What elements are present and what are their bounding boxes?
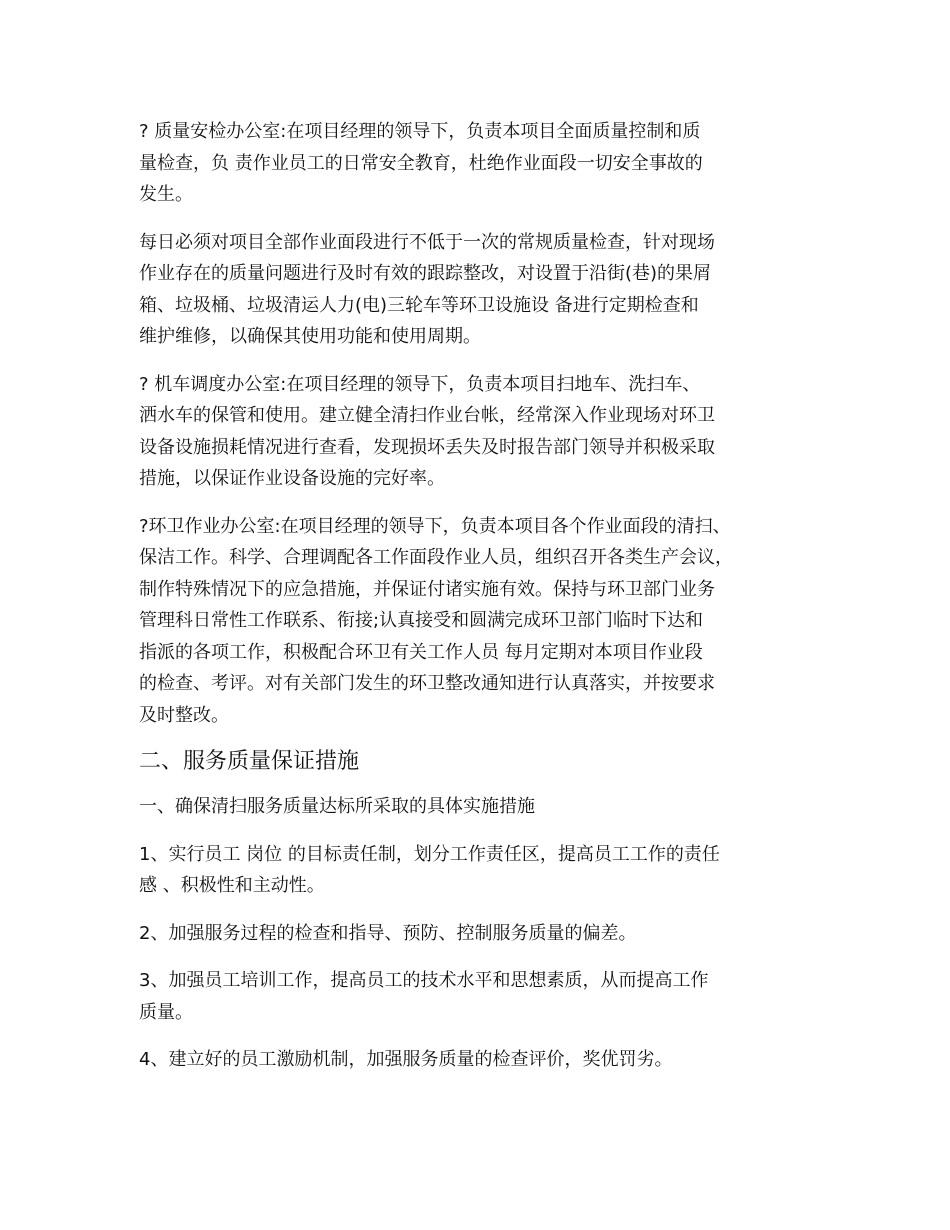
text-line: ?环卫作业办公室:在项目经理的领导下，负责本项目各个作业面段的清扫、 [139, 515, 731, 537]
text-line: 维护维修，以确保其使用功能和使用周期。 [139, 326, 481, 347]
text-line: ? 机车调度办公室:在项目经理的领导下，负责本项目扫地车、洗扫车、 [139, 373, 701, 395]
text-line: 箱、垃圾桶、垃圾清运人力(电)三轮车等环卫设施设 备进行定期检查和 [139, 294, 699, 316]
section-heading: 二、服务质量保证措施 [139, 749, 360, 774]
list-item-4 [139, 1044, 839, 1076]
text-line: 感 、积极性和主动性。 [139, 875, 325, 896]
text-line: 一、确保清扫服务质量达标所采取的具体实施措施 [139, 796, 535, 817]
list-item-2 [139, 918, 839, 950]
text-line: 质量。 [139, 1001, 193, 1023]
text-line: 4、建立好的员工激励机制，加强服务质量的检查评价，奖优罚劣。 [139, 1049, 673, 1070]
text-line: 量检查，负 责作业员工的日常安全教育，杜绝作业面段一切安全事故的 [139, 152, 703, 174]
text-line: 指派的各项工作，积极配合环卫有关工作人员 每月定期对本项目作业段 [139, 641, 703, 663]
text-line: ? 质量安检办公室:在项目经理的领导下，负责本项目全面质量控制和质 [139, 121, 701, 142]
text-line: 管理科日常性工作联系、衔接;认真接受和圆满完成环卫部门临时下达和 [139, 610, 704, 631]
text-line: 2、加强服务过程的检查和指导、预防、控制服务质量的偏差。 [139, 922, 637, 944]
text-line: 作业存在的质量问题进行及时有效的跟踪整改，对设置于沿街(巷)的果屑 [139, 263, 712, 284]
text-line: 及时整改。 [139, 704, 229, 726]
text-line: 发生。 [139, 184, 193, 205]
text-line: 1、实行员工 岗位 的目标责任制，划分工作责任区，提高员工工作的责任 [139, 843, 720, 865]
text-line: 保洁工作。科学、合理调配各工作面段作业人员，组织召开各类生产会议， [139, 547, 733, 568]
text-line: 3、加强员工培训工作，提高员工的技术水平和思想素质，从而提高工作 [139, 970, 709, 991]
text-line: 洒水车的保管和使用。建立健全清扫作业台帐，经常深入作业现场对环卫 [139, 405, 715, 426]
paragraph-quality-office [139, 116, 839, 211]
text-line: 设备设施损耗情况进行查看，发现损坏丢失及时报告部门领导并积极采取 [139, 436, 715, 458]
text-line: 措施，以保证作业设备设施的完好率。 [139, 468, 445, 489]
paragraph-sanitation-office [139, 511, 839, 732]
text-line: 制作特殊情况下的应急措施，并保证付诸实施有效。保持与环卫部门业务 [139, 578, 715, 600]
text-line: 的检查、考评。对有关部门发生的环卫整改通知进行认真落实，并按要求 [139, 673, 715, 694]
paragraph-daily-inspection [139, 227, 839, 353]
list-item-3 [139, 965, 839, 1028]
paragraph-vehicle-dispatch-office [139, 369, 839, 495]
document-page [139, 116, 839, 1092]
text-line: 每日必须对项目全部作业面段进行不低于一次的常规质量检查，针对现场 [139, 231, 715, 253]
paragraph-subheading [139, 791, 839, 823]
list-item-1 [139, 839, 839, 902]
